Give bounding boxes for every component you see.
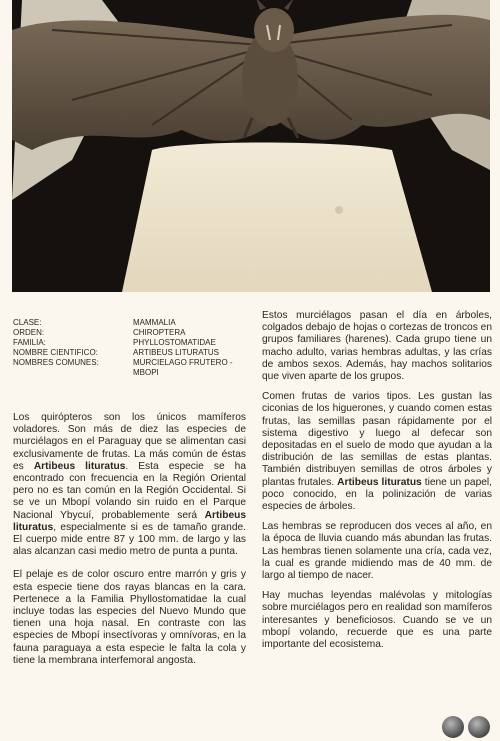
- reproduction-paragraph: Las hembras se reproducen dos veces al año, en la época de lluvia cuando más abundan las frutas. Las hembras tienen solamente una cría, cada vez, la cual es grande midiendo mas de 40 mm. de largo al tiempo de nacer.: [262, 521, 492, 582]
- habitat-paragraph: Estos murciélagos pasan el día en árboles, colgados debajo de hojas o cortezas de troncos en grupos familiares (harenes). Cada grupo tiene un macho adulto, varias hembras adultas, y las crías de ambos sexos. Además, hay machos solitarios que viven aparte de los grupos.: [262, 310, 492, 383]
- classification-value: MURCIELAGO FRUTERO - MBOPI: [133, 358, 233, 377]
- classification-row: [13, 328, 246, 338]
- diet-paragraph: Comen frutas de varios tipos. Les gustan las ciconias de los higuerones, y cuando comen estas frutas, las semillas pasan rápidamente por el sistema digestivo y luego al defecar son depositadas en el suelo de modo que ayudan a la distribución de las semillas de estas plantas. También distribuyen semillas de otros árboles y plantas frutales. Artibeus lituratus tiene un papel, poco conocido, en la polinización de varias especies de árboles.: [262, 391, 493, 513]
- right-column: [262, 310, 492, 659]
- footer-seals: [442, 716, 490, 738]
- classification-value: ARTIBEUS LITURATUS: [133, 348, 219, 357]
- classification-row: [13, 318, 246, 328]
- conclusion-paragraph: Hay muchas leyendas malévolas y mitologías sobre murciélagos pero en realidad son mamíferos interesantes y beneficiosos. Cuando se ve un mbopí volando, recuerde que es una parte importante del ecosistema.: [262, 590, 492, 651]
- species-name: Artibeus lituratus: [33, 460, 126, 472]
- classification-row: [13, 348, 246, 358]
- classification-value: MAMMALIA: [133, 318, 176, 327]
- classification-label: NOMBRES COMUNES:: [13, 358, 99, 367]
- left-column: [13, 318, 246, 678]
- classification-label: NOMBRE CIENTIFICO:: [13, 348, 98, 357]
- classification-value: PHYLLOSTOMATIDAE: [133, 338, 216, 347]
- bat-photo: [12, 0, 490, 292]
- classification-value: CHIROPTERA: [133, 328, 186, 337]
- species-name: Artibeus lituratus: [337, 476, 422, 488]
- classification-table: [13, 318, 246, 378]
- species-name: Artibeus lituratus: [13, 509, 246, 533]
- classification-label: FAMILIA:: [13, 338, 46, 347]
- classification-label: ORDEN:: [13, 328, 45, 337]
- seal-icon: [468, 716, 490, 738]
- classification-row: [13, 338, 246, 348]
- bat-illustration: [12, 0, 490, 292]
- seal-icon: [442, 716, 464, 738]
- description-paragraph: El pelaje es de color oscuro entre marrón y gris y esta especie tiene dos rayas blancas en la cara. Pertenece a la Familia Phyllostomatidae la cual incluye todas las especies del Nuevo Mundo que tienen una hoja nasal. En contraste con las especies de Mbopí insectívoras y omnívoras, en la fauna paraguaya a esta especie le falta la cola y tiene la membrana interfemoral angosta.: [13, 569, 246, 666]
- intro-paragraph: Los quirópteros son los únicos mamíferos voladores. Son más de diez las especies de murciélagos en el Paraguay que se alimentan casi exclusivamente de frutas. La más común de éstas es Artibeus lituratus. Esta especie se ha encontrado con frecuencia en la Región Oriental pero no es tan común en la Región Occidental. Si se ve un Mbopí volando sin ruido en el Parque Nacional Ybycuí, probablemente será Artibeus lituratus, especialmente si es de tamaño grande. El cuerpo mide entre 87 y 100 mm. de largo y las alas alcanzan casi medio metro de punta a punta.: [13, 412, 246, 558]
- classification-label: CLASE:: [13, 318, 42, 327]
- classification-row: [13, 358, 246, 378]
